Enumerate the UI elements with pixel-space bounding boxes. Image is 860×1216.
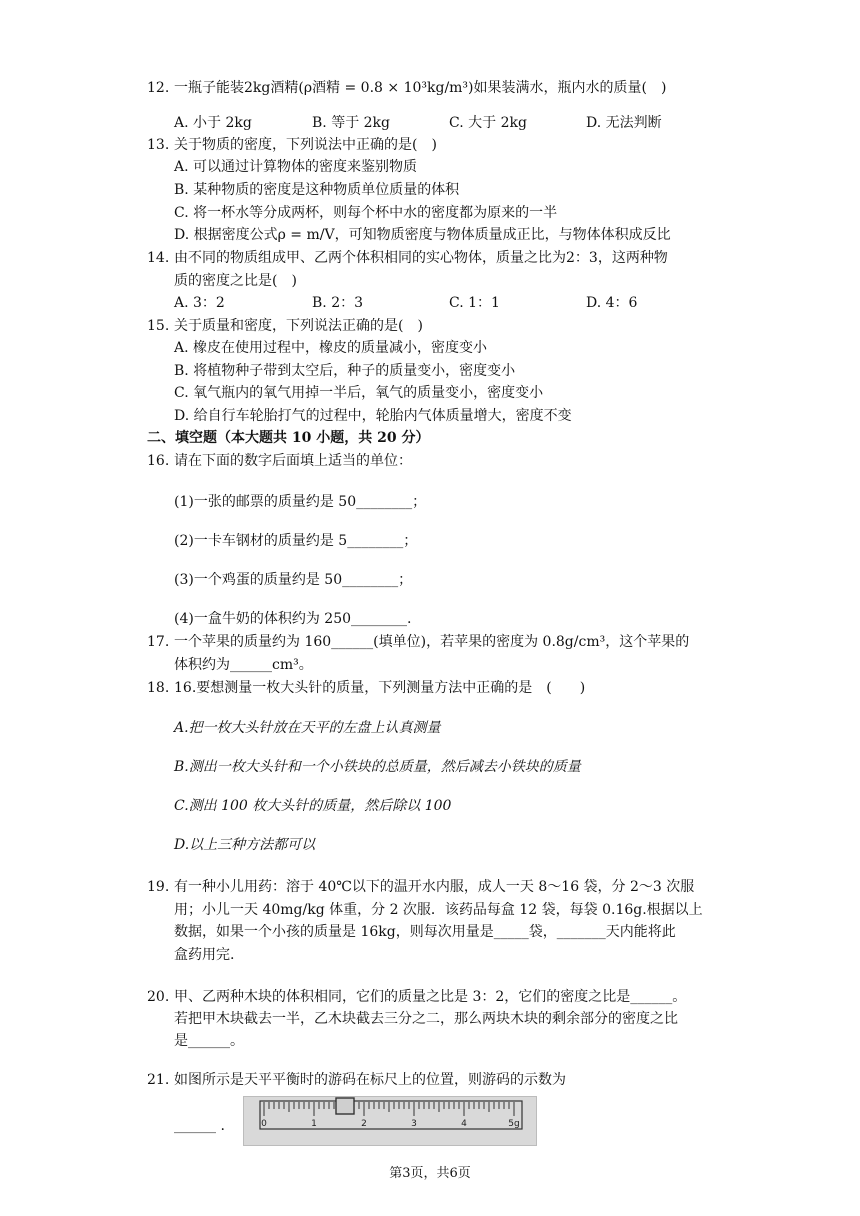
q15-option-a: A. 橡皮在使用过程中，橡皮的质量减小，密度变小 <box>174 340 488 356</box>
q13-stem: 关于物质的密度，下列说法中正确的是( ) <box>174 137 437 153</box>
q15-option-c: C. 氧气瓶内的氧气用掉一半后，氧气的质量变小，密度变小 <box>174 385 544 401</box>
q12-option-a: A. 小于 2kg <box>174 115 252 131</box>
q18-option-c: C.测出 100 枚大头针的质量，然后除以 100 <box>174 798 452 814</box>
q16-item-1: (1)一张的邮票的质量约是 50________； <box>174 494 427 510</box>
rider-weight <box>336 1098 354 1114</box>
ruler-label: 5g <box>508 1119 520 1129</box>
q12-option-c: C. 大于 2kg <box>449 115 527 131</box>
q13-option-d: D. 根据密度公式ρ = m/V，可知物质密度与物体质量成正比，与物体体积成反比 <box>174 227 671 243</box>
q20-number: 20. <box>147 989 170 1005</box>
q16-stem: 请在下面的数字后面填上适当的单位： <box>174 453 412 469</box>
ruler-label: 0 <box>261 1119 267 1129</box>
q14-stem-line1: 由不同的物质组成甲、乙两个体积相同的实心物体，质量之比为2：3，这两种物 <box>174 250 668 266</box>
ruler-label: 4 <box>461 1119 467 1129</box>
q13-number: 13. <box>147 137 170 153</box>
q19-line2: 用；小儿一天 40mg/kg 体重，分 2 次服．该药品每盒 12 袋，每袋 0.16g.根据以上 <box>174 902 703 918</box>
ruler-label: 3 <box>411 1119 417 1129</box>
q20-line1: 甲、乙两种木块的体积相同，它们的质量之比是 3：2，它们的密度之比是______。 <box>174 989 687 1005</box>
q16-item-2: (2)一卡车钢材的质量约是 5________； <box>174 533 418 549</box>
q14-option-d: D. 4：6 <box>586 295 638 311</box>
q16-item-3: (3)一个鸡蛋的质量约是 50________； <box>174 572 413 588</box>
q19-line4: 盒药用完. <box>174 947 235 963</box>
q19-number: 19. <box>147 879 170 895</box>
q14-option-a: A. 3：2 <box>174 295 225 311</box>
q21-line1: 如图所示是天平平衡时的游码在标尺上的位置，则游码的示数为 <box>174 1072 566 1088</box>
q12-number: 12. <box>147 80 170 96</box>
ruler-label: 2 <box>361 1119 367 1129</box>
q21-answer-blank: ______ . <box>174 1118 225 1134</box>
q19-line1: 有一种小儿用药：溶于 40℃以下的温开水内服，成人一天 8～16 袋，分 2～3 次服 <box>174 879 695 895</box>
ruler-drawing <box>244 1097 536 1145</box>
q17-number: 17. <box>147 634 170 650</box>
q14-stem-line2: 质的密度之比是( ) <box>174 273 297 289</box>
q18-option-a: A.把一枚大头针放在天平的左盘上认真测量 <box>174 720 441 736</box>
q17-line2: 体积约为______cm³。 <box>174 657 313 673</box>
q15-number: 15. <box>147 318 170 334</box>
q13-option-c: C. 将一杯水等分成两杯，则每个杯中水的密度都为原来的一半 <box>174 205 558 221</box>
q18-option-b: B.测出一枚大头针和一个小铁块的总质量，然后减去小铁块的质量 <box>174 759 581 775</box>
q16-number: 16. <box>147 453 170 469</box>
q20-line2: 若把甲木块截去一半，乙木块截去三分之二，那么两块木块的剩余部分的密度之比 <box>174 1011 678 1027</box>
q19-line3: 数据，如果一个小孩的质量是 16kg，则每次用量是_____袋，_______天内能将此 <box>174 924 676 940</box>
q18-number: 18. <box>147 680 170 696</box>
section-heading-fill-in: 二、填空题（本大题共 10 小题，共 20 分） <box>147 430 430 446</box>
q12-option-b: B. 等于 2kg <box>312 115 390 131</box>
q14-number: 14. <box>147 250 170 266</box>
q21-number: 21. <box>147 1072 170 1088</box>
page-footer: 第3页，共6页 <box>389 1166 471 1181</box>
balance-scale-ruler-image <box>243 1096 537 1146</box>
q12-option-d: D. 无法判断 <box>586 115 662 131</box>
ruler-label: 1 <box>311 1119 317 1129</box>
q15-stem: 关于质量和密度，下列说法正确的是( ) <box>174 318 423 334</box>
q20-line3: 是______。 <box>174 1033 244 1049</box>
q14-option-c: C. 1：1 <box>449 295 500 311</box>
q16-item-4: (4)一盒牛奶的体积约为 250________. <box>174 611 412 627</box>
q14-option-b: B. 2：3 <box>312 295 364 311</box>
q13-option-b: B. 某种物质的密度是这种物质单位质量的体积 <box>174 182 460 198</box>
q12-stem: 一瓶子能装2kg酒精(ρ酒精 = 0.8 × 10³kg/m³)如果装满水，瓶内水的质量( ) <box>174 80 667 96</box>
q15-option-b: B. 将植物种子带到太空后，种子的质量变小，密度变小 <box>174 363 516 379</box>
q13-option-a: A. 可以通过计算物体的密度来鉴别物质 <box>174 159 418 175</box>
q15-option-d: D. 给自行车轮胎打气的过程中，轮胎内气体质量增大，密度不变 <box>174 408 572 424</box>
q17-line1: 一个苹果的质量约为 160______(填单位)，若苹果的密度为 0.8g/cm³，这个苹果的 <box>174 634 690 650</box>
q18-option-d: D.以上三种方法都可以 <box>174 837 316 853</box>
q18-stem: 16.要想测量一枚大头针的质量，下列测量方法中正确的是 ( ) <box>174 680 586 696</box>
